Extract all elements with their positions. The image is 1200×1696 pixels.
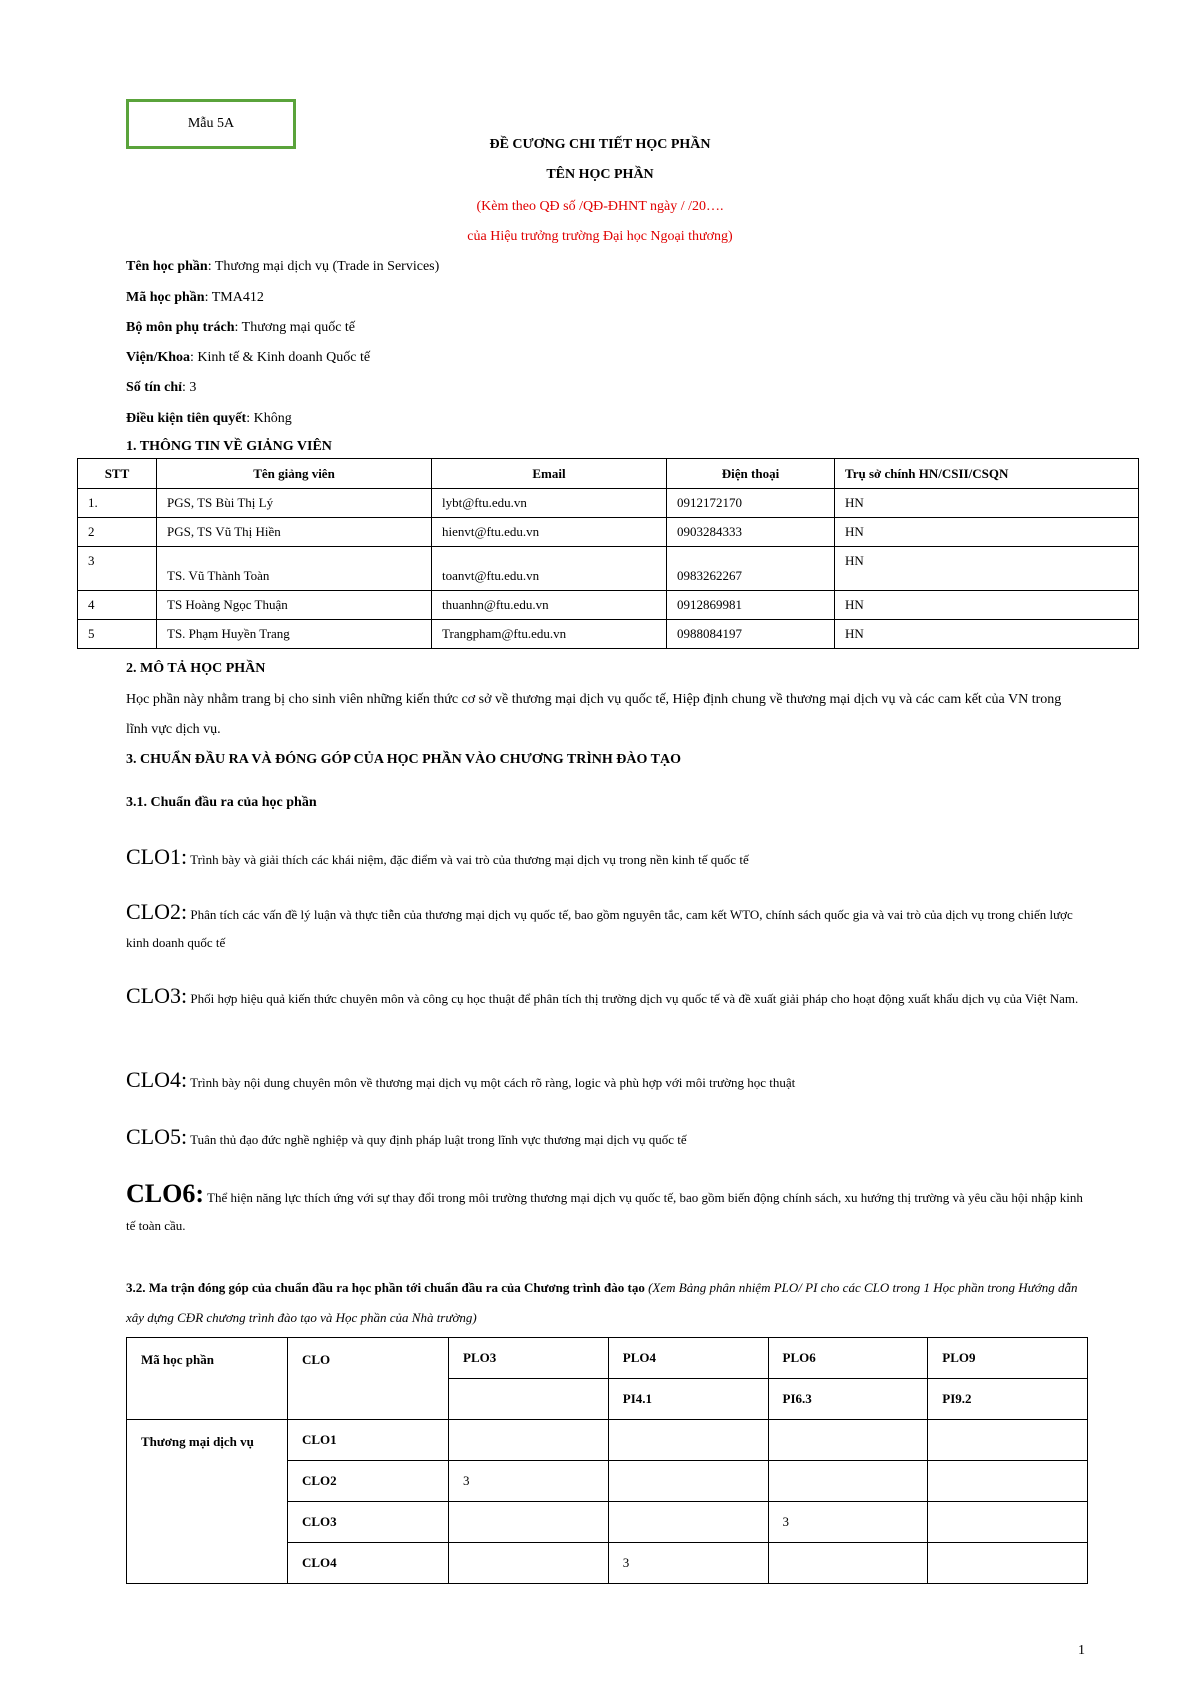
field-department: Bộ môn phụ trách: Thương mại quốc tế	[126, 320, 356, 335]
field-credits: Số tín chỉ: 3	[126, 380, 197, 395]
table-row: 5 TS. Phạm Huyền Trang Trangpham@ftu.edu.vn 0988084197 HN	[78, 620, 1139, 649]
section-3-title: 3. CHUẨN ĐẦU RA VÀ ĐÓNG GÓP CỦA HỌC PHẦN VÀO CHƯƠNG TRÌNH ĐÀO TẠO	[126, 752, 681, 767]
header-office: Trụ sở chính HN/CSII/CSQN	[835, 459, 1139, 489]
matrix-plo6: PLO6	[768, 1338, 928, 1379]
page-number: 1	[1078, 1643, 1085, 1658]
section-3-2-title: 3.2. Ma trận đóng góp của chuẩn đầu ra học phần tới chuẩn đầu ra của Chương trình đào tạo	[126, 1280, 645, 1295]
section-2-text: Học phần này nhằm trang bị cho sinh viên những kiến thức cơ sở về thương mại dịch vụ quốc tế, Hiệp định chung về thương mại dịch vụ và các cam kết của VN trong lĩnh vực dịch vụ.	[126, 692, 1062, 737]
clo-item-6: CLO6: Thể hiện năng lực thích ứng với sự thay đổi trong môi trường thương mại dịch vụ quốc tế, bao gồm biến động chính sách, xu hướng thị trường và yêu cầu hội nhập kinh tế toàn cầu.	[126, 1179, 1083, 1233]
table-header-row	[78, 459, 1139, 489]
matrix-course-code-header: Mã học phần	[127, 1338, 288, 1420]
matrix-header-row	[127, 1338, 1088, 1379]
matrix-row: CLO4 3	[127, 1543, 1088, 1584]
table-row: 2 PGS, TS Vũ Thị Hiền hienvt@ftu.edu.vn 0903284333 HN	[78, 518, 1139, 547]
table-row: 4 TS Hoàng Ngọc Thuận thuanhn@ftu.edu.vn 0912869981 HN	[78, 591, 1139, 620]
matrix-course-name: Thương mại dịch vụ	[127, 1420, 288, 1584]
clo-item-1: CLO1: Trình bày và giải thích các khái niệm, đặc điểm và vai trò của thương mại dịch vụ trong nền kinh tế quốc tế	[126, 844, 749, 869]
decision-line-1: (Kèm theo QĐ số /QĐ-ĐHNT ngày / /20….	[476, 199, 724, 214]
matrix-pi41: PI4.1	[608, 1379, 768, 1420]
contribution-matrix	[126, 1337, 1088, 1584]
matrix-pi92: PI9.2	[928, 1379, 1088, 1420]
header-stt: STT	[78, 459, 157, 489]
section-3-2-heading	[126, 1273, 1086, 1333]
document-title: ĐỀ CƯƠNG CHI TIẾT HỌC PHẦN	[489, 137, 711, 152]
form-label: Mẫu 5A	[187, 116, 235, 131]
header-phone: Điện thoại	[667, 459, 835, 489]
matrix-plo4: PLO4	[608, 1338, 768, 1379]
section-3-1-title: 3.1. Chuẩn đầu ra của học phần	[126, 795, 317, 810]
decision-line-2: của Hiệu trưởng trường Đại học Ngoại thương)	[467, 229, 733, 244]
section-3-2-note: (Xem Bảng phân nhiệm PLO/ PI cho các CLO trong 1 Học phần trong Hướng dẫn xây dựng CĐR chương trình đào tạo và Học phần của Nhà trường)	[126, 1280, 1078, 1325]
field-course-code: Mã học phần: TMA412	[126, 290, 264, 305]
matrix-plo9: PLO9	[928, 1338, 1088, 1379]
clo-item-3: CLO3: Phối hợp hiệu quả kiến thức chuyên môn và công cụ học thuật để phân tích thị trường dịch vụ quốc tế và đề xuất giải pháp cho hoạt động xuất khẩu dịch vụ của Việt Nam.	[126, 983, 1079, 1008]
lecturer-table	[77, 458, 1139, 649]
course-name-title: TÊN HỌC PHẦN	[546, 167, 654, 182]
clo-item-2: CLO2: Phân tích các vấn đề lý luận và thực tiễn của thương mại dịch vụ quốc tế, bao gồm nguyên tắc, cam kết WTO, chính sách quốc gia và vai trò của dịch vụ trong chiến lược kinh doanh quốc tế	[126, 899, 1073, 950]
matrix-clo-header: CLO	[288, 1338, 449, 1420]
matrix-row: CLO2 3	[127, 1461, 1088, 1502]
clo-item-5: CLO5: Tuân thủ đạo đức nghề nghiệp và quy định pháp luật trong lĩnh vực thương mại dịch vụ quốc tế	[126, 1124, 687, 1149]
section-2-title: 2. MÔ TẢ HỌC PHẦN	[126, 661, 266, 676]
matrix-row: CLO3 3	[127, 1502, 1088, 1543]
matrix-pi63: PI6.3	[768, 1379, 928, 1420]
table-row: 1. PGS, TS Bùi Thị Lý lybt@ftu.edu.vn 0912172170 HN	[78, 489, 1139, 518]
clo-item-4: CLO4: Trình bày nội dung chuyên môn về thương mại dịch vụ một cách rõ ràng, logic và phù hợp với môi trường học thuật	[126, 1067, 796, 1092]
header-email: Email	[432, 459, 667, 489]
table-row: 3 TS. Vũ Thành Toàn toanvt@ftu.edu.vn 0983262267 HN	[78, 547, 1139, 591]
field-prerequisite: Điều kiện tiên quyết: Không	[126, 411, 292, 426]
section-1-title: 1. THÔNG TIN VỀ GIẢNG VIÊN	[126, 439, 332, 454]
field-faculty: Viện/Khoa: Kinh tế & Kinh doanh Quốc tế	[126, 350, 371, 365]
header-name: Tên giảng viên	[157, 459, 432, 489]
matrix-row: Thương mại dịch vụ CLO1	[127, 1420, 1088, 1461]
field-course-name: Tên học phần: Thương mại dịch vụ (Trade in Services)	[126, 259, 440, 274]
matrix-plo3: PLO3	[449, 1338, 609, 1379]
